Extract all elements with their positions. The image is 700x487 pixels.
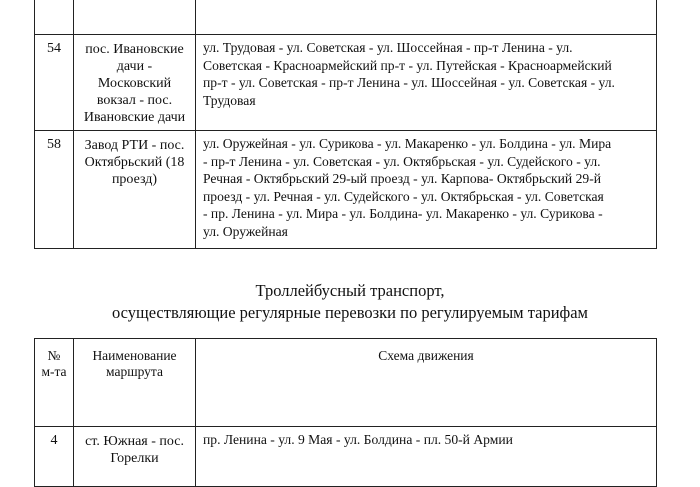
header-text: м-та	[41, 364, 67, 379]
column-header-number	[35, 339, 74, 427]
route-scheme-line: пр. Ленина - ул. 9 Мая - ул. Болдина - пл. 50-й Армии	[203, 432, 513, 447]
route-scheme-line: - пр-т Ленина - ул. Советская - ул. Октябрьская - ул. Судейского - ул.	[203, 153, 601, 169]
table-row	[35, 0, 657, 35]
route-name-line: Горелки	[110, 451, 159, 466]
trolleybus-routes-table	[34, 338, 657, 487]
section-heading-line1: Троллейбусный транспорт,	[255, 281, 445, 300]
route-scheme-line: Речная - Октябрьский 29-ый проезд - ул. Карпова- Октябрьский 29-й	[203, 171, 601, 186]
header-text: маршрута	[106, 364, 163, 379]
route-name-line: вокзал - пос.	[96, 93, 173, 108]
route-name-line: ст. Южная - пос.	[85, 434, 184, 449]
section-heading-line2: осуществляющие регулярные перевозки по регулируемым тарифам	[111, 303, 589, 322]
header-text: Наименование	[92, 348, 177, 363]
route-scheme-line: ул. Трудовая - ул. Советская - ул. Шоссейная - пр-т Ленина - ул.	[203, 40, 573, 55]
route-scheme-line: ул. Оружейная - ул. Сурикова - ул. Макаренко - ул. Болдина - ул. Мира	[203, 136, 612, 151]
route-scheme-line: Трудовая	[203, 92, 256, 108]
route-name-line: Московский	[97, 76, 172, 91]
route-name-cell	[74, 427, 196, 487]
route-number-cell: 54	[35, 35, 74, 131]
route-scheme-cell	[196, 0, 657, 35]
route-name-line: дачи -	[116, 59, 153, 74]
route-number-cell: 58	[35, 131, 74, 249]
table-row	[35, 131, 657, 249]
route-name-cell	[74, 131, 196, 249]
table-row	[35, 35, 657, 131]
bus-routes-table	[34, 0, 657, 249]
route-scheme-line: ул. Оружейная	[203, 223, 288, 239]
route-scheme-line: проезд - ул. Речная - ул. Судейского - ул. Октябрьская - ул. Советская	[203, 188, 604, 204]
route-number-cell: 4	[35, 427, 74, 487]
route-scheme-cell	[196, 427, 657, 487]
header-text: Схема движения	[378, 348, 474, 363]
route-number-cell	[35, 0, 74, 35]
route-name-line: пос. Ивановские	[85, 42, 184, 57]
route-scheme-line: пр-т - ул. Советская - пр-т Ленина - ул. Шоссейная - ул. Советская - ул.	[203, 75, 615, 90]
route-name-cell	[74, 35, 196, 131]
route-name-line: Октябрьский (18	[84, 155, 185, 170]
route-name-line: Ивановские дачи	[83, 110, 186, 125]
route-name-line: Завод РТИ - пос.	[84, 138, 185, 153]
column-header-name	[74, 339, 196, 427]
route-scheme-cell	[196, 131, 657, 249]
column-header-scheme	[196, 339, 657, 427]
table-header-row	[35, 339, 657, 427]
route-name-cell	[74, 0, 196, 35]
table-row	[35, 427, 657, 487]
header-text: №	[47, 348, 61, 363]
route-scheme-line: - пр. Ленина - ул. Мира - ул. Болдина- ул. Макаренко - ул. Сурикова -	[203, 206, 603, 221]
route-name-line: проезд)	[111, 172, 158, 187]
route-scheme-cell	[196, 35, 657, 131]
route-scheme-line: Советская - Красноармейский пр-т - ул. Путейская - Красноармейский	[203, 57, 612, 73]
